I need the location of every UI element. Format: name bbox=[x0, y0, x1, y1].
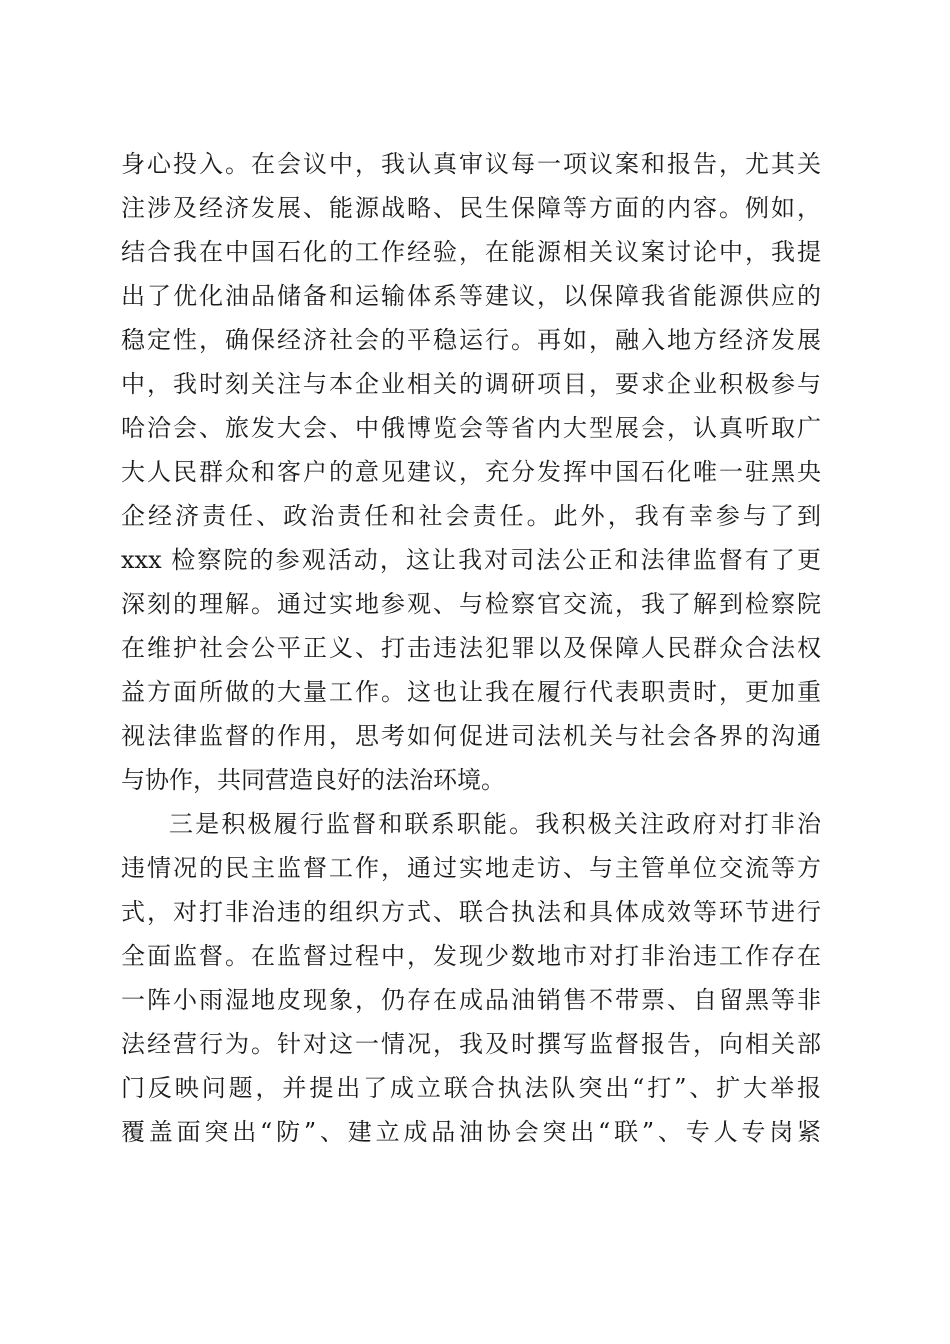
text-line: 与协作，共同营造良好的法治环境。 bbox=[121, 766, 505, 794]
text-line: 注涉及经济发展、能源战略、民生保障等方面的内容。例如， bbox=[121, 194, 821, 222]
text-line: 大人民群众和客户的意见建议，充分发挥中国石化唯一驻黑央 bbox=[121, 458, 821, 486]
text-line: 三是积极履行监督和联系职能。我积极关注政府对打非治 bbox=[169, 810, 821, 838]
text-line: 深刻的理解。通过实地参观、与检察官交流，我了解到检察院 bbox=[121, 590, 821, 618]
text-line: 在维护社会公平正义、打击违法犯罪以及保障人民群众合法权 bbox=[121, 634, 821, 662]
body-text bbox=[121, 142, 821, 1154]
text-line: 一阵小雨湿地皮现象，仍存在成品油销售不带票、自留黑等非 bbox=[121, 986, 821, 1014]
text-line: 哈洽会、旅发大会、中俄博览会等省内大型展会，认真听取广 bbox=[121, 414, 821, 442]
text-line: 门反映问题，并提出了成立联合执法队突出“打”、扩大举报 bbox=[121, 1074, 821, 1102]
text-line: 违情况的民主监督工作，通过实地走访、与主管单位交流等方 bbox=[121, 854, 821, 882]
text-line: 全面监督。在监督过程中，发现少数地市对打非治违工作存在 bbox=[121, 942, 821, 970]
text-line: 中，我时刻关注与本企业相关的调研项目，要求企业积极参与 bbox=[121, 370, 821, 398]
text-line: 身心投入。在会议中，我认真审议每一项议案和报告，尤其关 bbox=[121, 150, 821, 178]
text-line: 出了优化油品储备和运输体系等建议，以保障我省能源供应的 bbox=[121, 282, 821, 310]
text-line: xxx 检察院的参观活动，这让我对司法公正和法律监督有了更 bbox=[121, 546, 821, 574]
text-line: 式，对打非治违的组织方式、联合执法和具体成效等环节进行 bbox=[121, 898, 821, 926]
text-line: 结合我在中国石化的工作经验，在能源相关议案讨论中，我提 bbox=[121, 238, 821, 266]
paragraph-1 bbox=[121, 142, 821, 802]
text-line: 视法律监督的作用，思考如何促进司法机关与社会各界的沟通 bbox=[121, 722, 821, 750]
text-line: 法经营行为。针对这一情况，我及时撰写监督报告，向相关部 bbox=[121, 1030, 821, 1058]
paragraph-2 bbox=[121, 802, 821, 1154]
text-line: 覆盖面突出“防”、建立成品油协会突出“联”、专人专岗紧 bbox=[121, 1118, 821, 1146]
text-line: 稳定性，确保经济社会的平稳运行。再如，融入地方经济发展 bbox=[121, 326, 821, 354]
text-line: 益方面所做的大量工作。这也让我在履行代表职责时，更加重 bbox=[121, 678, 821, 706]
text-line: 企经济责任、政治责任和社会责任。此外，我有幸参与了到 bbox=[121, 502, 821, 530]
